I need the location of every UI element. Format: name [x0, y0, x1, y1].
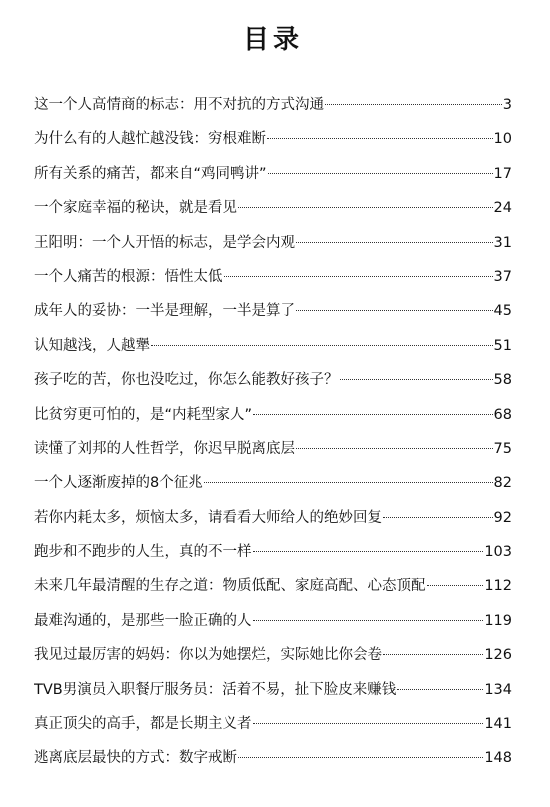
toc-entry[interactable]: [34, 673, 512, 707]
toc-leader-dots: [238, 757, 483, 758]
toc-entry[interactable]: [34, 432, 512, 466]
toc-entry-page: 10: [493, 131, 512, 148]
toc-entry-page: 92: [493, 509, 512, 526]
toc-entry-page: 103: [484, 544, 512, 561]
toc-entry-title: 为什么有的人越忙越没钱：穷根难断: [34, 131, 266, 148]
toc-entry[interactable]: [34, 638, 512, 672]
toc-entry-page: 126: [484, 647, 512, 664]
toc-entry[interactable]: [34, 466, 512, 500]
toc-entry-title: 未来几年最清醒的生存之道：物质低配、家庭高配、心态顶配: [34, 578, 426, 595]
toc-entry-title: 王阳明：一个人开悟的标志，是学会内观: [34, 234, 295, 251]
toc-entry-title: 我见过最厉害的妈妈：你以为她摆烂，实际她比你会卷: [34, 647, 382, 664]
toc-leader-dots: [427, 585, 484, 586]
toc-leader-dots: [296, 448, 493, 449]
toc-entry-title: 一个人痛苦的根源：悟性太低: [34, 268, 223, 285]
toc-leader-dots: [204, 482, 493, 483]
toc-entry[interactable]: [34, 294, 512, 328]
toc-entry[interactable]: [34, 191, 512, 225]
toc-entry-page: 3: [502, 97, 512, 113]
toc-entry[interactable]: [34, 604, 512, 638]
toc-entry-title: 认知越浅，人越犟: [34, 337, 150, 354]
toc-leader-dots: [383, 517, 493, 518]
toc-entry-page: 68: [493, 406, 512, 423]
toc-entry[interactable]: [34, 157, 512, 191]
toc-entry-title: 读懂了刘邦的人性哲学，你迟早脱离底层: [34, 440, 295, 457]
toc-leader-dots: [267, 138, 493, 139]
toc-leader-dots: [238, 207, 493, 208]
toc-leader-dots: [397, 689, 483, 690]
toc-entry-title: 逃离底层最快的方式：数字戒断: [34, 750, 237, 767]
toc-entry-page: 45: [493, 303, 512, 320]
toc-entry[interactable]: [34, 226, 512, 260]
toc-entry-title: 一个人逐渐废掉的8个征兆: [34, 475, 203, 492]
toc-entry-page: 141: [484, 716, 512, 733]
toc-entry[interactable]: [34, 569, 512, 603]
toc-entry-title: 成年人的妥协：一半是理解，一半是算了: [34, 303, 295, 320]
toc-entry[interactable]: [34, 707, 512, 741]
toc-entry[interactable]: [34, 88, 512, 122]
toc-leader-dots: [340, 379, 493, 380]
toc-entry-page: 148: [484, 750, 512, 767]
toc-entry-title: 所有关系的痛苦，都来自“鸡同鸭讲”: [34, 165, 267, 182]
toc-entry-title: 真正顶尖的高手，都是长期主义者: [34, 716, 252, 733]
toc-entry-page: 31: [493, 234, 512, 251]
toc-entry[interactable]: [34, 260, 512, 294]
toc-leader-dots: [253, 551, 484, 552]
toc-entry-title: 一个家庭幸福的秘诀，就是看见: [34, 200, 237, 217]
table-of-contents: [34, 88, 512, 776]
toc-entry-page: 75: [493, 440, 512, 457]
toc-entry[interactable]: [34, 535, 512, 569]
toc-entry-title: 最难沟通的，是那些一脸正确的人: [34, 612, 252, 629]
page-title: 目录: [242, 25, 303, 55]
toc-entry-title: 比贫穷更可怕的，是“内耗型家人”: [34, 406, 253, 423]
toc-entry-page: 37: [493, 268, 512, 285]
toc-entry-page: 82: [493, 475, 512, 492]
toc-entry-page: 24: [493, 200, 512, 217]
toc-entry-page: 51: [493, 337, 512, 354]
toc-entry-title: 孩子吃的苦，你也没吃过，你怎么能教好孩子？: [34, 372, 339, 389]
toc-leader-dots: [253, 620, 484, 621]
toc-entry-title: TVB男演员入职餐厅服务员：活着不易，扯下脸皮来赚钱: [34, 681, 397, 698]
toc-entry[interactable]: [34, 122, 512, 156]
toc-entry[interactable]: [34, 398, 512, 432]
toc-entry-page: 58: [493, 372, 512, 389]
toc-entry-page: 134: [484, 681, 512, 698]
toc-leader-dots: [296, 242, 493, 243]
toc-leader-dots: [151, 345, 493, 346]
toc-entry-page: 112: [484, 578, 512, 595]
toc-leader-dots: [296, 310, 493, 311]
toc-entry-page: 119: [484, 612, 512, 629]
toc-entry[interactable]: [34, 363, 512, 397]
toc-leader-dots: [224, 276, 493, 277]
toc-leader-dots: [325, 104, 502, 105]
toc-leader-dots: [253, 414, 493, 415]
toc-entry-title: 跑步和不跑步的人生，真的不一样: [34, 544, 252, 561]
toc-entry-page: 17: [493, 165, 512, 182]
toc-entry-title: 这一个人高情商的标志：用不对抗的方式沟通: [34, 97, 324, 113]
toc-leader-dots: [253, 723, 484, 724]
toc-entry-title: 若你内耗太多，烦恼太多，请看看大师给人的绝妙回复: [34, 509, 382, 526]
toc-leader-dots: [268, 173, 493, 174]
toc-entry[interactable]: [34, 329, 512, 363]
toc-entry[interactable]: [34, 741, 512, 775]
toc-leader-dots: [383, 654, 483, 655]
toc-entry[interactable]: [34, 501, 512, 535]
